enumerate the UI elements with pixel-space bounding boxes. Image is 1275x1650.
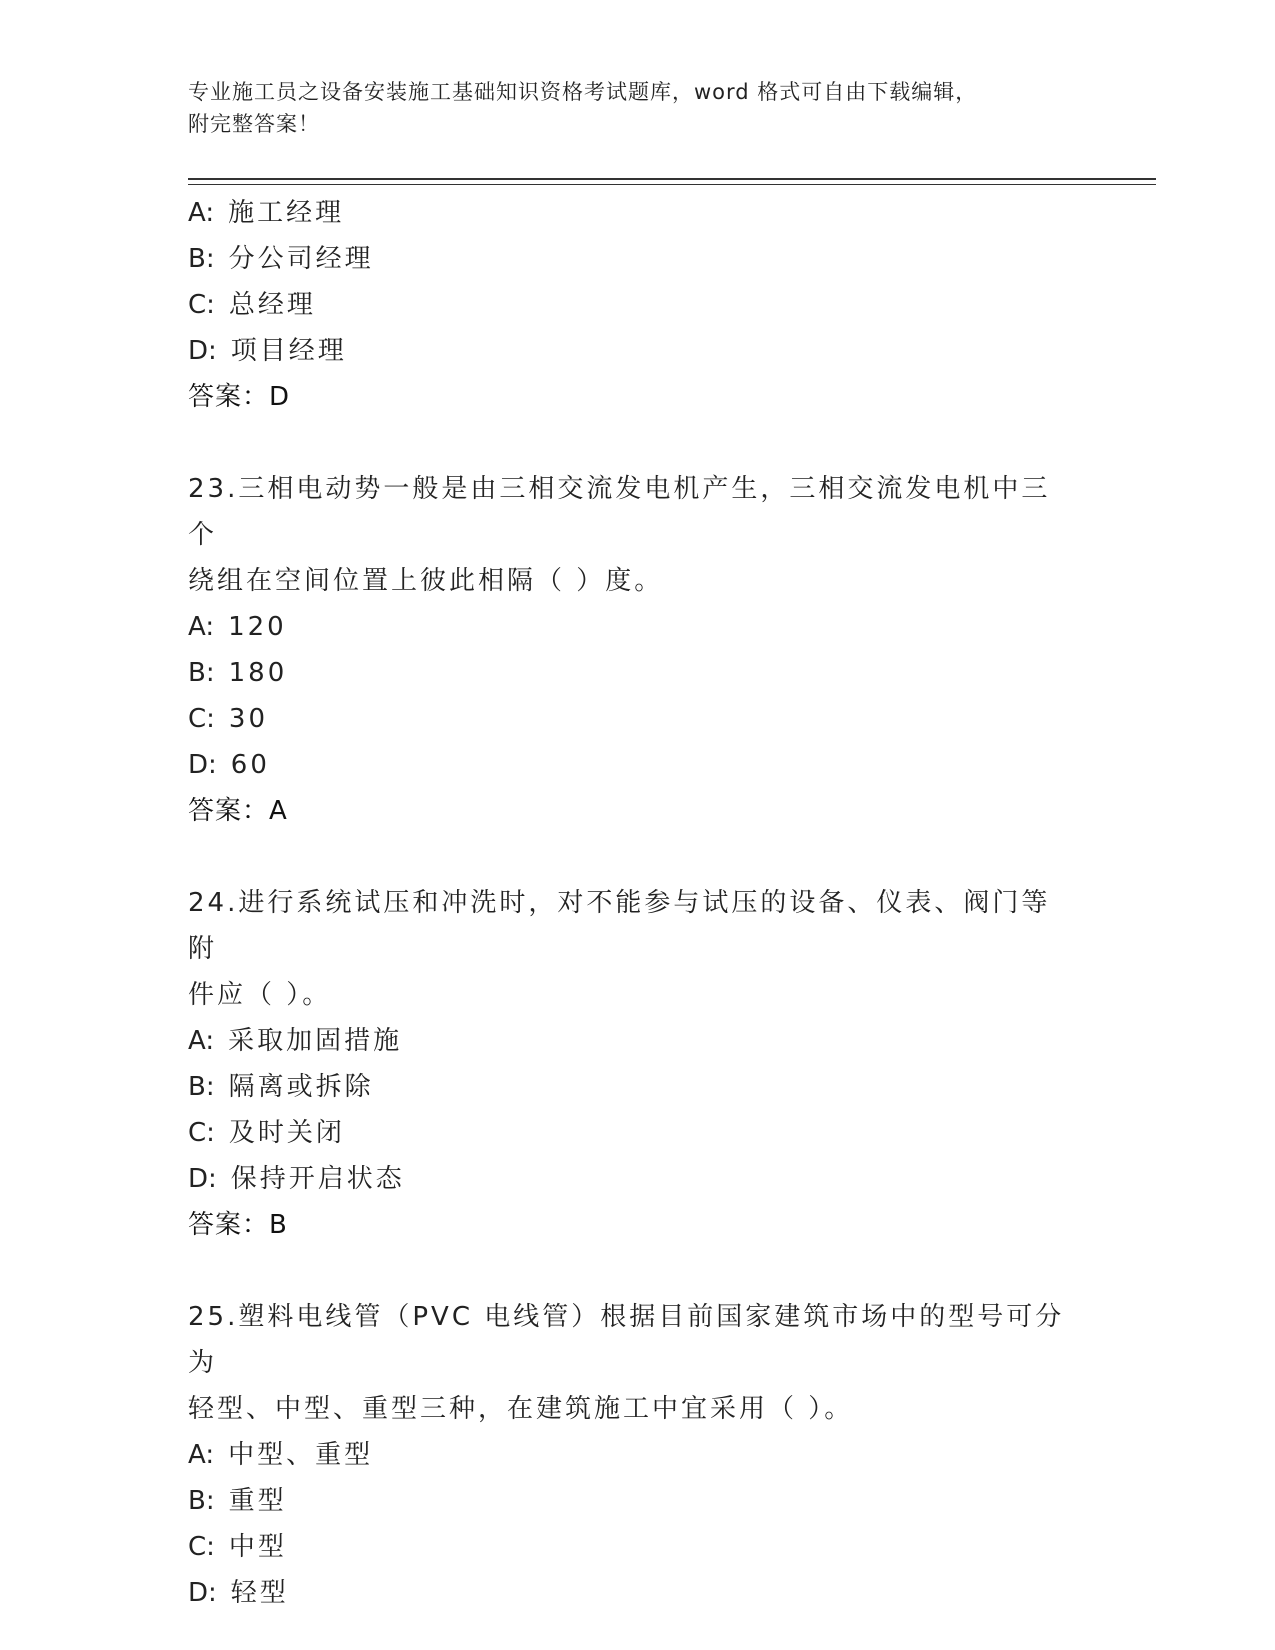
option-text: 30 xyxy=(228,704,269,734)
header-line-2: 附完整答案！ xyxy=(188,112,320,136)
option-prefix: D: xyxy=(188,1578,217,1608)
option-b xyxy=(188,236,1088,282)
option-text: 保持开启状态 xyxy=(230,1164,405,1194)
option-a xyxy=(188,1432,1088,1478)
option-prefix: C: xyxy=(188,704,215,734)
option-text: 及时关闭 xyxy=(228,1118,345,1148)
option-text: 总经理 xyxy=(228,290,316,320)
question-text xyxy=(188,880,1068,1018)
option-text: 采取加固措施 xyxy=(228,1026,403,1056)
option-d xyxy=(188,1570,1088,1616)
option-c xyxy=(188,1110,1088,1156)
option-prefix: A: xyxy=(188,1026,215,1056)
option-prefix: C: xyxy=(188,1532,215,1562)
option-prefix: D: xyxy=(188,336,217,366)
option-prefix: A: xyxy=(188,612,215,642)
header-line-1: 专业施工员之设备安装施工基础知识资格考试题库，word 格式可自由下载编辑， xyxy=(188,80,978,104)
answer-line xyxy=(188,788,1088,834)
question-text xyxy=(188,1294,1068,1432)
option-b xyxy=(188,1478,1088,1524)
option-text: 中型、重型 xyxy=(228,1440,374,1470)
question-line-1: 25.塑料电线管（PVC 电线管）根据目前国家建筑市场中的型号可分为 xyxy=(188,1302,1065,1378)
answer-line xyxy=(188,1202,1088,1248)
option-prefix: C: xyxy=(188,1118,215,1148)
document-header xyxy=(188,76,1088,140)
option-prefix: B: xyxy=(188,1072,215,1102)
option-prefix: A: xyxy=(188,1440,215,1470)
question-line-1: 24.进行系统试压和冲洗时，对不能参与试压的设备、仪表、阀门等附 xyxy=(188,888,1051,964)
answer-label: 答案： xyxy=(188,1210,270,1240)
option-c xyxy=(188,1524,1088,1570)
question-line-2: 绕组在空间位置上彼此相隔（ ）度。 xyxy=(188,566,664,596)
question-line-1: 23.三相电动势一般是由三相交流发电机产生，三相交流发电机中三个 xyxy=(188,474,1051,550)
option-d xyxy=(188,742,1088,788)
answer-label: 答案： xyxy=(188,796,270,826)
option-b xyxy=(188,1064,1088,1110)
option-prefix: D: xyxy=(188,1164,217,1194)
option-prefix: B: xyxy=(188,244,215,274)
option-prefix: B: xyxy=(188,1486,215,1516)
question-block-23 xyxy=(188,466,1088,834)
question-block-24 xyxy=(188,880,1088,1248)
option-text: 180 xyxy=(228,658,288,688)
question-block-22 xyxy=(188,190,1088,420)
header-divider-thin xyxy=(188,184,1156,185)
answer-value: A xyxy=(269,796,288,826)
option-c xyxy=(188,282,1088,328)
option-text: 重型 xyxy=(228,1486,287,1516)
option-text: 120 xyxy=(228,612,287,642)
option-text: 分公司经理 xyxy=(228,244,374,274)
option-b xyxy=(188,650,1088,696)
question-line-2: 轻型、中型、重型三种，在建筑施工中宜采用（ ）。 xyxy=(188,1394,854,1424)
option-c xyxy=(188,696,1088,742)
question-block-25 xyxy=(188,1294,1088,1616)
option-d xyxy=(188,328,1088,374)
answer-label: 答案： xyxy=(188,382,270,412)
option-text: 60 xyxy=(230,750,270,780)
option-prefix: C: xyxy=(188,290,215,320)
answer-value: D xyxy=(269,382,291,412)
option-text: 施工经理 xyxy=(228,198,345,228)
header-divider-thick xyxy=(188,178,1156,180)
option-prefix: A: xyxy=(188,198,215,228)
question-content xyxy=(188,190,1088,1616)
option-prefix: D: xyxy=(188,750,217,780)
answer-line xyxy=(188,374,1088,420)
option-a xyxy=(188,604,1088,650)
option-text: 隔离或拆除 xyxy=(228,1072,374,1102)
option-a xyxy=(188,190,1088,236)
option-d xyxy=(188,1156,1088,1202)
option-prefix: B: xyxy=(188,658,215,688)
answer-value: B xyxy=(269,1210,288,1240)
option-text: 轻型 xyxy=(230,1578,289,1608)
question-text xyxy=(188,466,1068,604)
option-text: 项目经理 xyxy=(230,336,347,366)
option-a xyxy=(188,1018,1088,1064)
option-text: 中型 xyxy=(228,1532,287,1562)
question-line-2: 件应（ ）。 xyxy=(188,980,332,1010)
